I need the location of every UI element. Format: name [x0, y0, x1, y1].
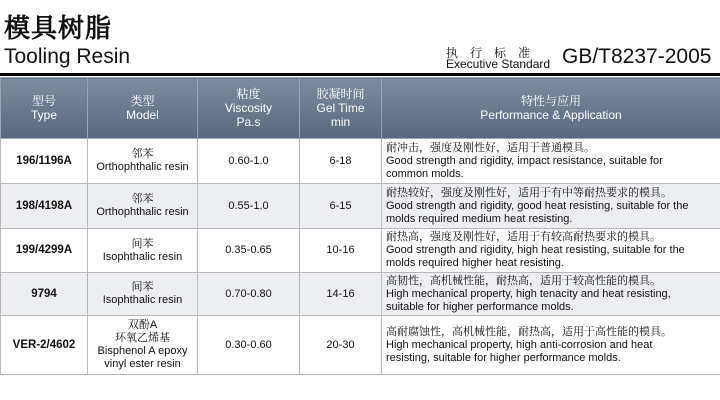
standard-code: GB/T8237-2005: [562, 45, 712, 68]
cell-application: 高耐腐蚀性，高机械性能，耐热高，适用于高性能的模具。 High mechanical property, high anti-corrosion and heat resisting, suitable for higher performance molds.: [382, 316, 720, 375]
cell-model: 邻苯 Orthophthalic resin: [88, 184, 198, 229]
resin-table: [0, 77, 720, 375]
cell-viscosity: 0.60-1.0: [198, 139, 300, 184]
cell-gel-time: 6-18: [300, 139, 382, 184]
cell-type: 199/4299A: [1, 229, 88, 273]
cell-model: 双酚A 环氧乙烯基 Bisphenol A epoxy vinyl ester resin: [88, 316, 198, 375]
cell-type: VER-2/4602: [1, 316, 88, 375]
table-row: [1, 273, 720, 316]
cell-model: 邻苯 Orthophthalic resin: [88, 139, 198, 184]
column-header-type: 型号 Type: [1, 78, 88, 139]
cell-application: 耐热高，强度及刚性好，适用于有较高耐热要求的模具。 Good strength and rigidity, high heat resisting, suitable for the molds required higher heat resisting.: [382, 229, 720, 273]
cell-viscosity: 0.70-0.80: [198, 273, 300, 316]
table-row: [1, 184, 720, 229]
cell-application: 高韧性，高机械性能，耐热高，适用于较高性能的模具。 High mechanical property, high tenacity and heat resisting, suitable for higher performance molds.: [382, 273, 720, 316]
cell-viscosity: 0.30-0.60: [198, 316, 300, 375]
cell-viscosity: 0.55-1.0: [198, 184, 300, 229]
title-chinese: 模具树脂: [4, 14, 113, 44]
table-header-row: [1, 78, 720, 139]
cell-model: 间苯 Isophthalic resin: [88, 229, 198, 273]
column-header-model: 类型 Model: [88, 78, 198, 139]
standard-label-chinese: 执行标准: [446, 46, 543, 60]
table-row: [1, 139, 720, 184]
cell-application: 耐热较好，强度及刚性好，适用于有中等耐热要求的模具。 Good strength and rigidity, good heat resisting, suitable for the molds required medium heat resisting.: [382, 184, 720, 229]
table-row: [1, 316, 720, 375]
standard-label-english: Executive Standard: [446, 57, 551, 71]
cell-type: 9794: [1, 273, 88, 316]
column-header-viscosity: 粘度 Viscosity Pa.s: [198, 78, 300, 139]
cell-type: 198/4198A: [1, 184, 88, 229]
title-english: Tooling Resin: [4, 45, 131, 68]
cell-application: 耐冲击，强度及刚性好，适用于普通模具。 Good strength and rigidity, impact resistance, suitable for common molds.: [382, 139, 720, 184]
cell-type: 196/1196A: [1, 139, 88, 184]
column-header-gel-time: 胶凝时间 Gel Time min: [300, 78, 382, 139]
cell-gel-time: 10-16: [300, 229, 382, 273]
cell-viscosity: 0.35-0.65: [198, 229, 300, 273]
cell-gel-time: 14-16: [300, 273, 382, 316]
cell-gel-time: 20-30: [300, 316, 382, 375]
cell-model: 间苯 Isophthalic resin: [88, 273, 198, 316]
cell-gel-time: 6-15: [300, 184, 382, 229]
header-divider: [0, 73, 720, 76]
column-header-application: 特性与应用 Performance & Application: [382, 78, 720, 139]
table-row: [1, 229, 720, 273]
